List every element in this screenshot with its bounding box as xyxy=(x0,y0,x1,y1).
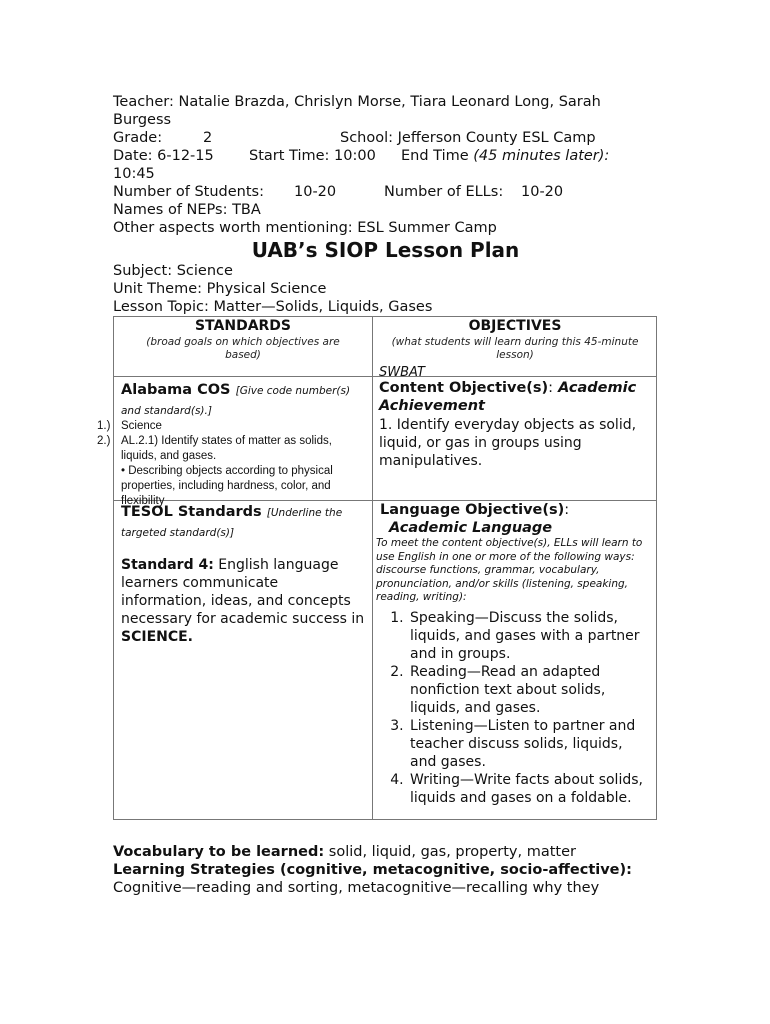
end-time-label: End Time xyxy=(401,148,469,164)
standards-header-cell xyxy=(114,317,372,376)
language-objective-subheading xyxy=(376,519,653,537)
objectives-heading: OBJECTIVES xyxy=(468,318,562,334)
unit-theme-line: Unit Theme: Physical Science xyxy=(113,281,327,297)
teacher-line: Teacher: Natalie Brazda, Chrislyn Morse, Tiara Leonard Long, Sarah Burgess xyxy=(113,94,601,128)
list-number: 2.) xyxy=(97,435,111,447)
standards-heading: STANDARDS xyxy=(194,318,292,334)
tesol-cell xyxy=(114,501,372,819)
alabama-bullet-item: • Describing objects according to physical properties, including hardness, color, and flexibility xyxy=(121,465,333,507)
content-objective-colon: : xyxy=(548,380,554,396)
grade-label: Grade: xyxy=(113,130,163,146)
objectives-subheading: (what students will learn during this 45-minute lesson) xyxy=(391,336,639,361)
alabama-list xyxy=(97,419,366,509)
content-objective-heading xyxy=(379,379,649,415)
students-label: Number of Students: xyxy=(113,184,264,200)
list-item: 1. Speaking—Discuss the solids, liquids, and gases with a partner and in groups. xyxy=(408,609,653,663)
tesol-title-block xyxy=(121,501,366,540)
language-objectives-list xyxy=(376,609,653,807)
language-objective-label: Language Objective(s) xyxy=(380,502,565,518)
start-time-text: Start Time: 10:00 xyxy=(249,148,376,164)
standard-4-label: Standard 4: xyxy=(121,557,214,573)
content-objective-text: 1. Identify everyday objects as solid, liquid, or gas in groups using manipulatives. xyxy=(379,417,637,469)
standards-subheading: (broad goals on which objectives are based) xyxy=(146,336,340,361)
language-objective-italic: Academic Language xyxy=(389,520,553,536)
students-line xyxy=(113,183,658,201)
neps-line: Names of NEPs: TBA xyxy=(113,202,261,218)
date-text: Date: 6-12-15 xyxy=(113,148,214,164)
standard-4-text xyxy=(121,556,366,646)
end-time-note: (45 minutes later): xyxy=(473,148,610,164)
alabama-cos-note: [Give code number(s) and standard(s).] xyxy=(121,385,351,417)
tesol-title: TESOL Standards xyxy=(121,504,262,520)
date-time-line xyxy=(113,147,658,165)
learning-strategies-label: Learning Strategies (cognitive, metacognitive, socio-affective): xyxy=(113,862,632,878)
language-objective-colon: : xyxy=(564,502,570,518)
language-objective-intro: To meet the content objective(s), ELLs will learn to use English in one or more of the following ways: discourse functions, grammar, vocabulary, pronunciation, and/or skills (listening, speaking, reading, writing): xyxy=(376,537,643,603)
tesol-note: [Underline the targeted standard(s)] xyxy=(121,507,343,539)
grade-school-line xyxy=(113,129,658,147)
alabama-cos-cell xyxy=(97,377,372,507)
end-time-value: 10:45 xyxy=(113,166,155,182)
list-item: 3. Listening—Listen to partner and teacher discuss solids, liquids, and gases. xyxy=(408,717,653,771)
alabama-item-al21: AL.2.1) Identify states of matter as solids, liquids, and gases. xyxy=(121,435,332,462)
ells-label: Number of ELLs: xyxy=(384,184,504,200)
subject-line: Subject: Science xyxy=(113,263,233,279)
content-objective-cell xyxy=(373,377,657,500)
learning-strategies-heading xyxy=(113,861,673,879)
list-number: 1.) xyxy=(97,420,111,432)
students-value: 10-20 xyxy=(294,184,337,200)
list-item: 4. Writing—Write facts about solids, liquids and gases on a foldable. xyxy=(408,771,653,807)
learning-strategies-text: Cognitive—reading and sorting, metacognitive—recalling why they xyxy=(113,880,600,896)
standard-4-body: English language learners communicate information, ideas, and concepts necessary for academic success in xyxy=(121,557,365,627)
content-objective-italic: Academic Achievement xyxy=(379,380,637,414)
language-objective-cell xyxy=(373,501,657,819)
objectives-header-cell xyxy=(373,317,657,380)
swbat-label: SWBAT xyxy=(379,365,425,380)
content-objective-label: Content Objective(s) xyxy=(379,380,549,396)
lesson-topic-line: Lesson Topic: Matter—Solids, Liquids, Gases xyxy=(113,299,433,315)
other-aspects-line: Other aspects worth mentioning: ESL Summer Camp xyxy=(113,220,497,236)
lesson-header xyxy=(113,93,658,237)
lesson-table xyxy=(97,316,657,820)
alabama-cos-title: Alabama COS xyxy=(121,382,231,398)
alabama-cos-title-block xyxy=(121,379,366,418)
grade-value: 2 xyxy=(203,130,213,146)
alabama-item-science: Science xyxy=(121,420,162,432)
vocabulary-label: Vocabulary to be learned: xyxy=(113,844,325,860)
vocabulary-text: solid, liquid, gas, property, matter xyxy=(328,844,576,860)
language-objective-heading xyxy=(376,501,653,519)
subject-block xyxy=(113,262,658,316)
ells-value: 10-20 xyxy=(521,184,564,200)
list-item: 2. Reading—Read an adapted nonfiction text about solids, liquids, and gases. xyxy=(408,663,653,717)
document-title: UAB’s SIOP Lesson Plan xyxy=(251,238,520,262)
standard-4-science: SCIENCE. xyxy=(121,629,194,645)
school-text: School: Jefferson County ESL Camp xyxy=(340,130,596,146)
vocabulary-line xyxy=(113,843,673,861)
lesson-footer xyxy=(113,843,673,897)
